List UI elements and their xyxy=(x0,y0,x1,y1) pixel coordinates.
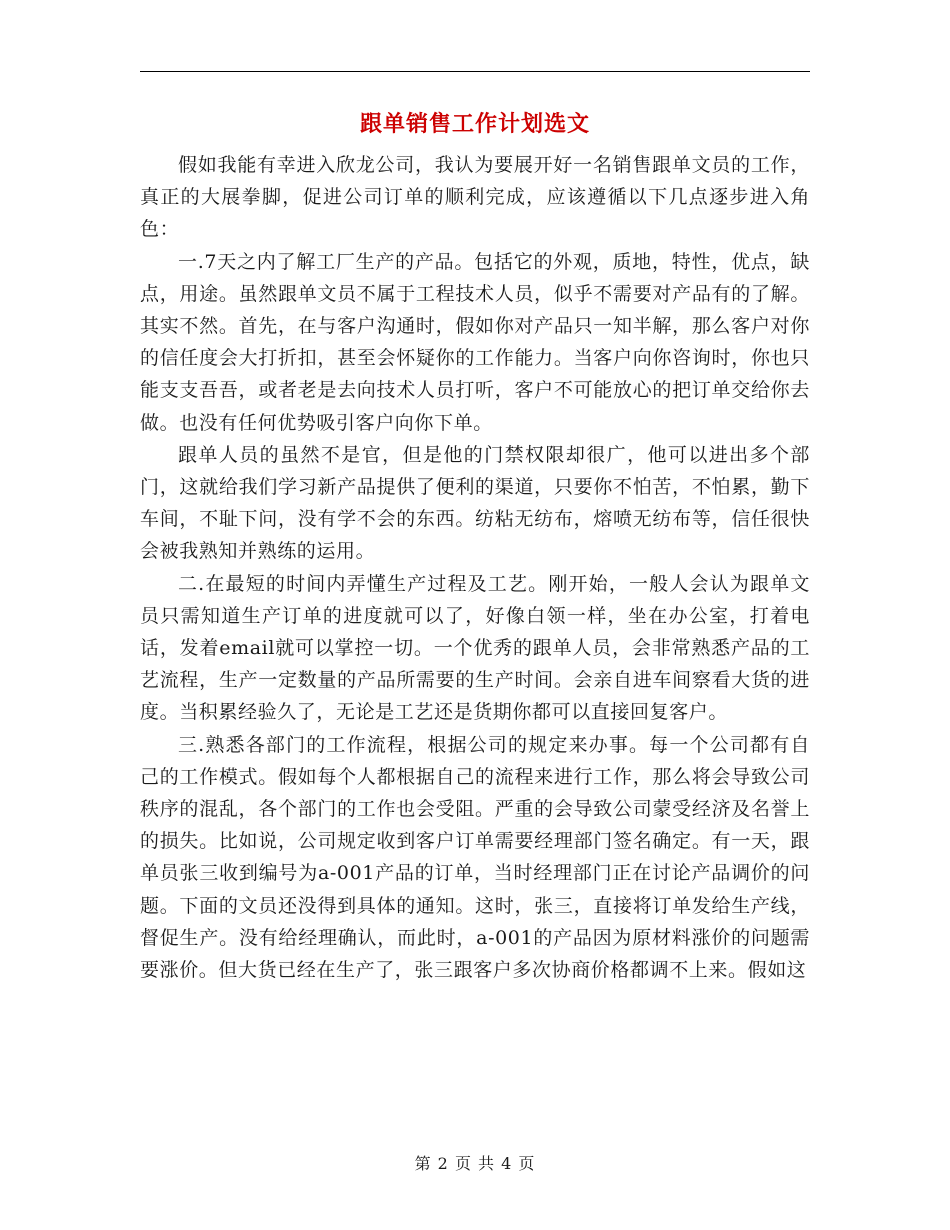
document-title: 跟单销售工作计划选文 xyxy=(359,112,590,137)
paragraph-point-two: 二.在最短的时间内弄懂生产过程及工艺。刚开始，一般人会认为跟单文员只需知道生产订单的进度就可以了，好像白领一样，坐在办公室，打着电话，发着email就可以掌控一切。一个优秀的跟单人员，会非常熟悉产品的工艺流程，生产一定数量的产品所需要的生产时间。会亲自进车间察看大货的进度。当积累经验久了，无论是工艺还是货期你都可以直接回复客户。 xyxy=(140,572,810,724)
page-footer: 第 2 页 共 4 页 xyxy=(414,1154,536,1173)
paragraph-point-one: 一.7天之内了解工厂生产的产品。包括它的外观，质地，特性，优点，缺点，用途。虽然跟单文员不属于工程技术人员，似乎不需要对产品有的了解。其实不然。首先，在与客户沟通时，假如你对产品只一知半解，那么客户对你的信任度会大打折扣，甚至会怀疑你的工作能力。当客户向你咨询时，你也只能支支吾吾，或者老是去向技术人员打听，客户不可能放心的把订单交给你去做。也没有任何优势吸引客户向你下单。 xyxy=(140,250,810,434)
header-rule xyxy=(140,71,810,72)
paragraph-point-one-continued: 跟单人员的虽然不是官，但是他的门禁权限却很广，他可以进出多个部门，这就给我们学习新产品提供了便利的渠道，只要你不怕苦，不怕累，勤下车间，不耻下问，没有学不会的东西。纺粘无纺布，熔喷无纺布等，信任很快会被我熟知并熟练的运用。 xyxy=(140,443,810,563)
paragraph-intro: 假如我能有幸进入欣龙公司，我认为要展开好一名销售跟单文员的工作，真正的大展拳脚，促进公司订单的顺利完成，应该遵循以下几点逐步进入角色： xyxy=(140,154,810,241)
paragraph-point-three: 三.熟悉各部门的工作流程，根据公司的规定来办事。每一个公司都有自己的工作模式。假如每个人都根据自己的流程来进行工作，那么将会导致公司秩序的混乱，各个部门的工作也会受阻。严重的会导致公司蒙受经济及名誉上的损失。比如说，公司规定收到客户订单需要经理部门签名确定。有一天，跟单员张三收到编号为a-001产品的订单，当时经理部门正在讨论产品调价的问题。下面的文员还没得到具体的通知。这时，张三，直接将订单发给生产线，督促生产。没有给经理确认，而此时，a-001的产品因为原材料涨价的问题需要涨价。但大货已经在生产了，张三跟客户多次协商价格都调不上来。假如这 xyxy=(140,733,810,982)
document-body xyxy=(140,149,810,986)
